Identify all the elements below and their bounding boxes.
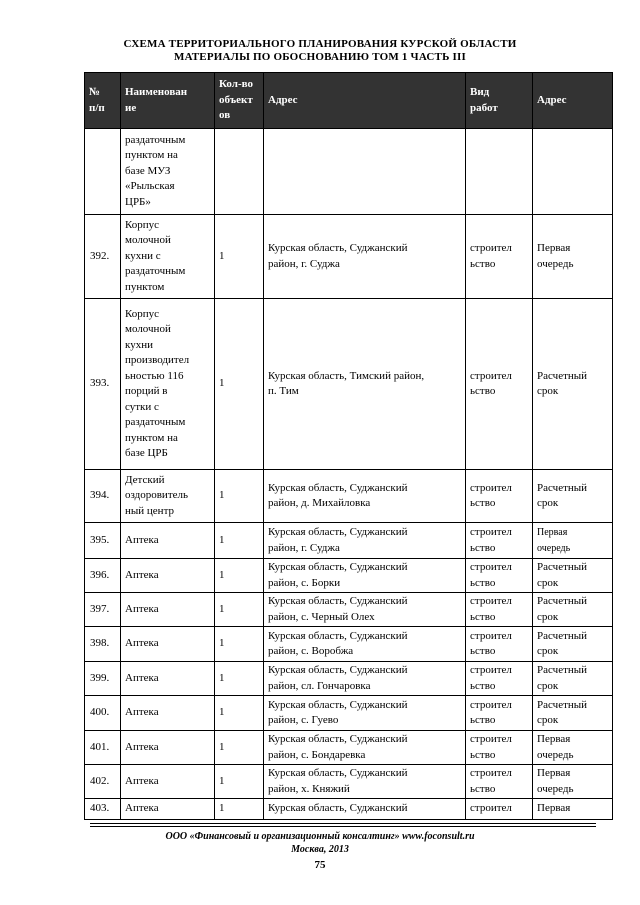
row-term: Расчетный срок bbox=[533, 559, 613, 593]
row-term: Первая очередь bbox=[533, 523, 613, 559]
row-quantity: 1 bbox=[215, 523, 264, 559]
row-quantity: 1 bbox=[215, 662, 264, 696]
row-number bbox=[85, 129, 121, 215]
row-work-type: строител ьство bbox=[466, 627, 533, 662]
row-name: Аптека bbox=[121, 662, 215, 696]
col-header-number: № п/п bbox=[85, 73, 121, 129]
row-number: 397. bbox=[85, 593, 121, 627]
row-address: Курская область, Суджанский район, г. Суджа bbox=[264, 215, 466, 299]
row-name: Аптека bbox=[121, 559, 215, 593]
row-term: Первая bbox=[533, 799, 613, 820]
row-name: Аптека bbox=[121, 593, 215, 627]
row-quantity: 1 bbox=[215, 559, 264, 593]
table-header bbox=[85, 73, 613, 129]
row-address: Курская область, Суджанский район, д. Михайловка bbox=[264, 470, 466, 523]
row-name: Аптека bbox=[121, 627, 215, 662]
row-work-type: строител ьство bbox=[466, 731, 533, 765]
row-number: 395. bbox=[85, 523, 121, 559]
row-name: Корпус молочной кухни производител ьностью 116 порций в сутки с раздаточным пунктом на базе ЦРБ bbox=[121, 299, 215, 470]
footer-city-year: Москва, 2013 bbox=[291, 844, 349, 855]
document-header-subtitle: МАТЕРИАЛЫ ПО ОБОСНОВАНИЮ ТОМ 1 ЧАСТЬ III bbox=[174, 51, 466, 63]
row-quantity bbox=[215, 129, 264, 215]
row-work-type: строител ьство bbox=[466, 765, 533, 799]
row-work-type: строител ьство bbox=[466, 696, 533, 731]
row-address: Курская область, Суджанский район, с. Черный Олех bbox=[264, 593, 466, 627]
table-row bbox=[85, 696, 613, 731]
table-row bbox=[85, 765, 613, 799]
row-number: 403. bbox=[85, 799, 121, 820]
table-row bbox=[85, 523, 613, 559]
row-address: Курская область, Суджанский район, с. Гуево bbox=[264, 696, 466, 731]
col-header-term: Адрес bbox=[533, 73, 613, 129]
table-row bbox=[85, 799, 613, 820]
footer-divider-secondary bbox=[90, 826, 596, 827]
footer-company: ООО «Финансовый и организационный консалтинг» www.foconsult.ru bbox=[165, 831, 475, 842]
row-work-type: строител ьство bbox=[466, 593, 533, 627]
row-name: Аптека bbox=[121, 765, 215, 799]
table-row bbox=[85, 593, 613, 627]
col-header-name: Наименован ие bbox=[121, 73, 215, 129]
row-number: 401. bbox=[85, 731, 121, 765]
objects-table bbox=[84, 72, 613, 820]
row-name: Аптека bbox=[121, 523, 215, 559]
table-row bbox=[85, 731, 613, 765]
row-number: 398. bbox=[85, 627, 121, 662]
row-quantity: 1 bbox=[215, 799, 264, 820]
row-term: Первая очередь bbox=[533, 731, 613, 765]
row-name: раздаточным пунктом на базе МУЗ «Рыльская ЦРБ» bbox=[121, 129, 215, 215]
row-quantity: 1 bbox=[215, 696, 264, 731]
row-term: Расчетный срок bbox=[533, 593, 613, 627]
row-number: 396. bbox=[85, 559, 121, 593]
row-name: Аптека bbox=[121, 731, 215, 765]
row-name: Корпус молочной кухни с раздаточным пунктом bbox=[121, 215, 215, 299]
row-work-type: строител ьство bbox=[466, 299, 533, 470]
col-header-address: Адрес bbox=[264, 73, 466, 129]
row-work-type: строител ьство bbox=[466, 523, 533, 559]
row-term: Расчетный срок bbox=[533, 299, 613, 470]
row-number: 393. bbox=[85, 299, 121, 470]
row-quantity: 1 bbox=[215, 593, 264, 627]
row-work-type: строител ьство bbox=[466, 662, 533, 696]
row-address bbox=[264, 129, 466, 215]
row-term: Первая очередь bbox=[533, 215, 613, 299]
col-header-work-type: Вид работ bbox=[466, 73, 533, 129]
document-header-title: СХЕМА ТЕРРИТОРИАЛЬНОГО ПЛАНИРОВАНИЯ КУРСКОЙ ОБЛАСТИ bbox=[123, 38, 517, 50]
table-row bbox=[85, 215, 613, 299]
row-work-type: строител bbox=[466, 799, 533, 820]
row-quantity: 1 bbox=[215, 215, 264, 299]
row-quantity: 1 bbox=[215, 765, 264, 799]
row-address: Курская область, Суджанский район, с. Воробжа bbox=[264, 627, 466, 662]
row-number: 392. bbox=[85, 215, 121, 299]
row-address: Курская область, Суджанский район, г. Суджа bbox=[264, 523, 466, 559]
row-number: 399. bbox=[85, 662, 121, 696]
row-number: 402. bbox=[85, 765, 121, 799]
row-address: Курская область, Суджанский район, с. Бондаревка bbox=[264, 731, 466, 765]
row-address: Курская область, Суджанский bbox=[264, 799, 466, 820]
footer-divider bbox=[90, 823, 596, 824]
row-term: Расчетный срок bbox=[533, 662, 613, 696]
col-header-quantity: Кол-во объект ов bbox=[215, 73, 264, 129]
row-name: Аптека bbox=[121, 799, 215, 820]
row-address: Курская область, Суджанский район, х. Княжий bbox=[264, 765, 466, 799]
row-term: Первая очередь bbox=[533, 765, 613, 799]
row-number: 400. bbox=[85, 696, 121, 731]
row-quantity: 1 bbox=[215, 299, 264, 470]
row-quantity: 1 bbox=[215, 470, 264, 523]
row-work-type: строител ьство bbox=[466, 215, 533, 299]
row-address: Курская область, Суджанский район, с. Борки bbox=[264, 559, 466, 593]
row-term bbox=[533, 129, 613, 215]
row-address: Курская область, Суджанский район, сл. Гончаровка bbox=[264, 662, 466, 696]
page-number: 75 bbox=[314, 859, 326, 871]
table-row bbox=[85, 129, 613, 215]
row-work-type bbox=[466, 129, 533, 215]
table-row bbox=[85, 627, 613, 662]
table-row bbox=[85, 299, 613, 470]
row-term: Расчетный срок bbox=[533, 696, 613, 731]
row-term: Расчетный срок bbox=[533, 470, 613, 523]
row-quantity: 1 bbox=[215, 731, 264, 765]
table-row bbox=[85, 559, 613, 593]
row-address: Курская область, Тимский район, п. Тим bbox=[264, 299, 466, 470]
row-work-type: строител ьство bbox=[466, 559, 533, 593]
row-number: 394. bbox=[85, 470, 121, 523]
table-body bbox=[85, 129, 613, 820]
row-term: Расчетный срок bbox=[533, 627, 613, 662]
table-row bbox=[85, 662, 613, 696]
table-row bbox=[85, 470, 613, 523]
row-name: Аптека bbox=[121, 696, 215, 731]
row-quantity: 1 bbox=[215, 627, 264, 662]
row-name: Детский оздоровитель ный центр bbox=[121, 470, 215, 523]
row-work-type: строител ьство bbox=[466, 470, 533, 523]
